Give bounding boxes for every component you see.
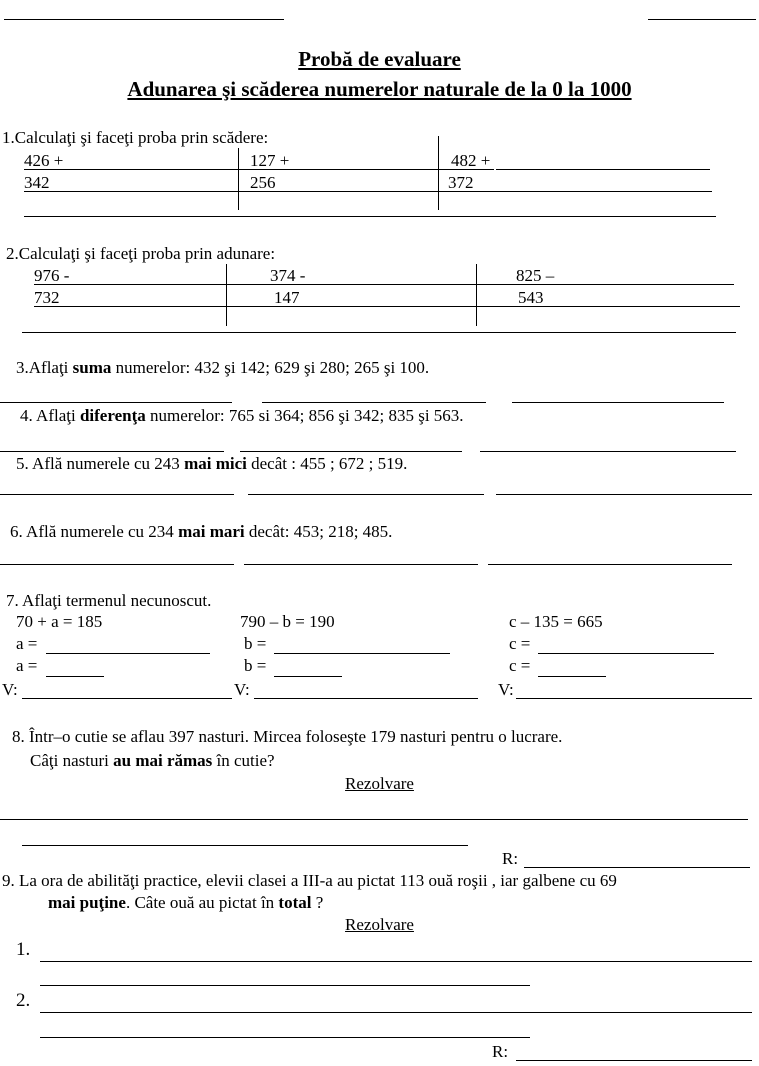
ex2-divider bbox=[476, 264, 477, 326]
ex5-answer-line[interactable] bbox=[248, 494, 484, 495]
ex2-op2-top: 374 - bbox=[270, 266, 306, 285]
ex8-solution-heading: Rezolvare bbox=[345, 774, 414, 793]
ex2-rule[interactable] bbox=[34, 284, 734, 285]
ex9-step2-label: 2. bbox=[16, 990, 31, 1011]
ex7-b-blank[interactable] bbox=[274, 676, 342, 677]
ex9-step1-label: 1. bbox=[16, 939, 31, 960]
ex7-b-label: b = bbox=[244, 656, 267, 675]
ex4-prompt: 4. Aflaţi diferenţa numerelor: 765 si 364; 856 şi 342; 835 şi 563. bbox=[20, 406, 464, 425]
ex9-answer-line[interactable] bbox=[516, 1060, 752, 1061]
ex9-step1-line[interactable] bbox=[40, 985, 530, 986]
ex5-answer-line[interactable] bbox=[496, 494, 752, 495]
ex2-op1-top: 976 - bbox=[34, 266, 70, 285]
name-line[interactable] bbox=[4, 19, 284, 20]
ex8-question: Câţi nasturi au mai rămas în cutie? bbox=[30, 751, 275, 770]
ex2-proof-line[interactable] bbox=[22, 332, 736, 333]
ex7-eq-a: 70 + a = 185 bbox=[16, 612, 103, 631]
ex1-divider bbox=[438, 136, 439, 210]
ex8-answer-line[interactable] bbox=[524, 867, 750, 868]
ex9-step2-line[interactable] bbox=[40, 1037, 530, 1038]
page-title: Probă de evaluare bbox=[298, 47, 461, 71]
ex1-op1-bottom: 342 bbox=[24, 173, 50, 192]
ex3-answer-line[interactable] bbox=[512, 402, 724, 403]
ex4-answer-line[interactable] bbox=[480, 451, 736, 452]
ex7-b-label: b = bbox=[244, 634, 267, 653]
ex7-eq-c: c – 135 = 665 bbox=[509, 612, 603, 631]
ex7-verify-a-blank[interactable] bbox=[22, 698, 232, 699]
ex7-a-blank[interactable] bbox=[46, 653, 210, 654]
ex3-prompt: 3.Aflaţi suma numerelor: 432 şi 142; 629 şi 280; 265 şi 100. bbox=[16, 358, 430, 377]
ex7-a-label: a = bbox=[16, 634, 38, 653]
ex7-verify-b: V: bbox=[234, 680, 250, 699]
ex7-verify-c-blank[interactable] bbox=[516, 698, 752, 699]
ex2-op1-bottom: 732 bbox=[34, 288, 60, 307]
ex7-b-blank[interactable] bbox=[274, 653, 450, 654]
ex7-prompt: 7. Aflaţi termenul necunoscut. bbox=[6, 591, 212, 610]
ex1-op1-top: 426 + bbox=[24, 151, 64, 170]
ex6-answer-line[interactable] bbox=[244, 564, 478, 565]
date-line[interactable] bbox=[648, 19, 756, 20]
ex5-answer-line[interactable] bbox=[0, 494, 234, 495]
ex2-op2-bottom: 147 bbox=[274, 288, 300, 307]
ex7-verify-c: V: bbox=[498, 680, 514, 699]
ex7-a-label: a = bbox=[16, 656, 38, 675]
ex1-op2-bottom: 256 bbox=[250, 173, 276, 192]
ex7-a-blank[interactable] bbox=[46, 676, 104, 677]
ex4-answer-line[interactable] bbox=[240, 451, 462, 452]
ex7-verify-a: V: bbox=[2, 680, 18, 699]
ex2-op3-top: 825 – bbox=[516, 266, 555, 285]
ex1-op3-bottom: 372 bbox=[448, 173, 474, 192]
ex2-prompt: 2.Calculaţi şi faceţi proba prin adunare: bbox=[6, 244, 276, 263]
ex2-op3-bottom: 543 bbox=[518, 288, 544, 307]
ex3-answer-line[interactable] bbox=[262, 402, 486, 403]
ex8-problem: 8. Într–o cutie se aflau 397 nasturi. Mircea foloseşte 179 nasturi pentru o lucrare. bbox=[12, 727, 563, 746]
ex1-blank[interactable] bbox=[496, 169, 710, 170]
ex6-answer-line[interactable] bbox=[0, 564, 234, 565]
ex1-proof-line[interactable] bbox=[24, 216, 716, 217]
ex2-divider bbox=[226, 264, 227, 326]
ex7-c-label: c = bbox=[509, 634, 531, 653]
page-subtitle: Adunarea şi scăderea numerelor naturale de la 0 la 1000 bbox=[127, 77, 632, 101]
ex1-op2-top: 127 + bbox=[250, 151, 290, 170]
ex3-answer-line[interactable] bbox=[0, 402, 232, 403]
ex7-c-blank[interactable] bbox=[538, 676, 606, 677]
ex4-answer-line[interactable] bbox=[0, 451, 224, 452]
ex7-verify-b-blank[interactable] bbox=[254, 698, 478, 699]
ex9-step1-line[interactable] bbox=[40, 961, 752, 962]
ex8-answer-label: R: bbox=[502, 849, 519, 868]
ex1-divider bbox=[238, 148, 239, 210]
ex8-work-line[interactable] bbox=[22, 845, 468, 846]
ex8-work-line[interactable] bbox=[0, 819, 748, 820]
ex2-result-line[interactable] bbox=[34, 306, 740, 307]
ex9-question: mai puţine. Câte ouă au pictat în total ? bbox=[48, 893, 324, 912]
ex9-solution-heading: Rezolvare bbox=[345, 915, 414, 934]
ex6-prompt: 6. Află numerele cu 234 mai mari decât: 453; 218; 485. bbox=[10, 522, 393, 541]
ex7-c-label: c = bbox=[509, 656, 531, 675]
ex5-prompt: 5. Află numerele cu 243 mai mici decât : 455 ; 672 ; 519. bbox=[16, 454, 408, 473]
ex1-op3-top: 482 + bbox=[451, 151, 491, 170]
ex9-problem: 9. La ora de abilităţi practice, elevii clasei a III-a au pictat 113 ouă roşii , iar galbene cu 69 bbox=[2, 871, 617, 890]
ex9-answer-label: R: bbox=[492, 1042, 509, 1061]
ex9-step2-line[interactable] bbox=[40, 1012, 752, 1013]
ex1-rule bbox=[24, 169, 494, 170]
ex1-prompt: 1.Calculaţi şi faceţi proba prin scădere: bbox=[2, 128, 269, 147]
ex7-c-blank[interactable] bbox=[538, 653, 714, 654]
ex7-eq-b: 790 – b = 190 bbox=[240, 612, 335, 631]
ex6-answer-line[interactable] bbox=[488, 564, 732, 565]
ex1-result-line[interactable] bbox=[24, 191, 712, 192]
